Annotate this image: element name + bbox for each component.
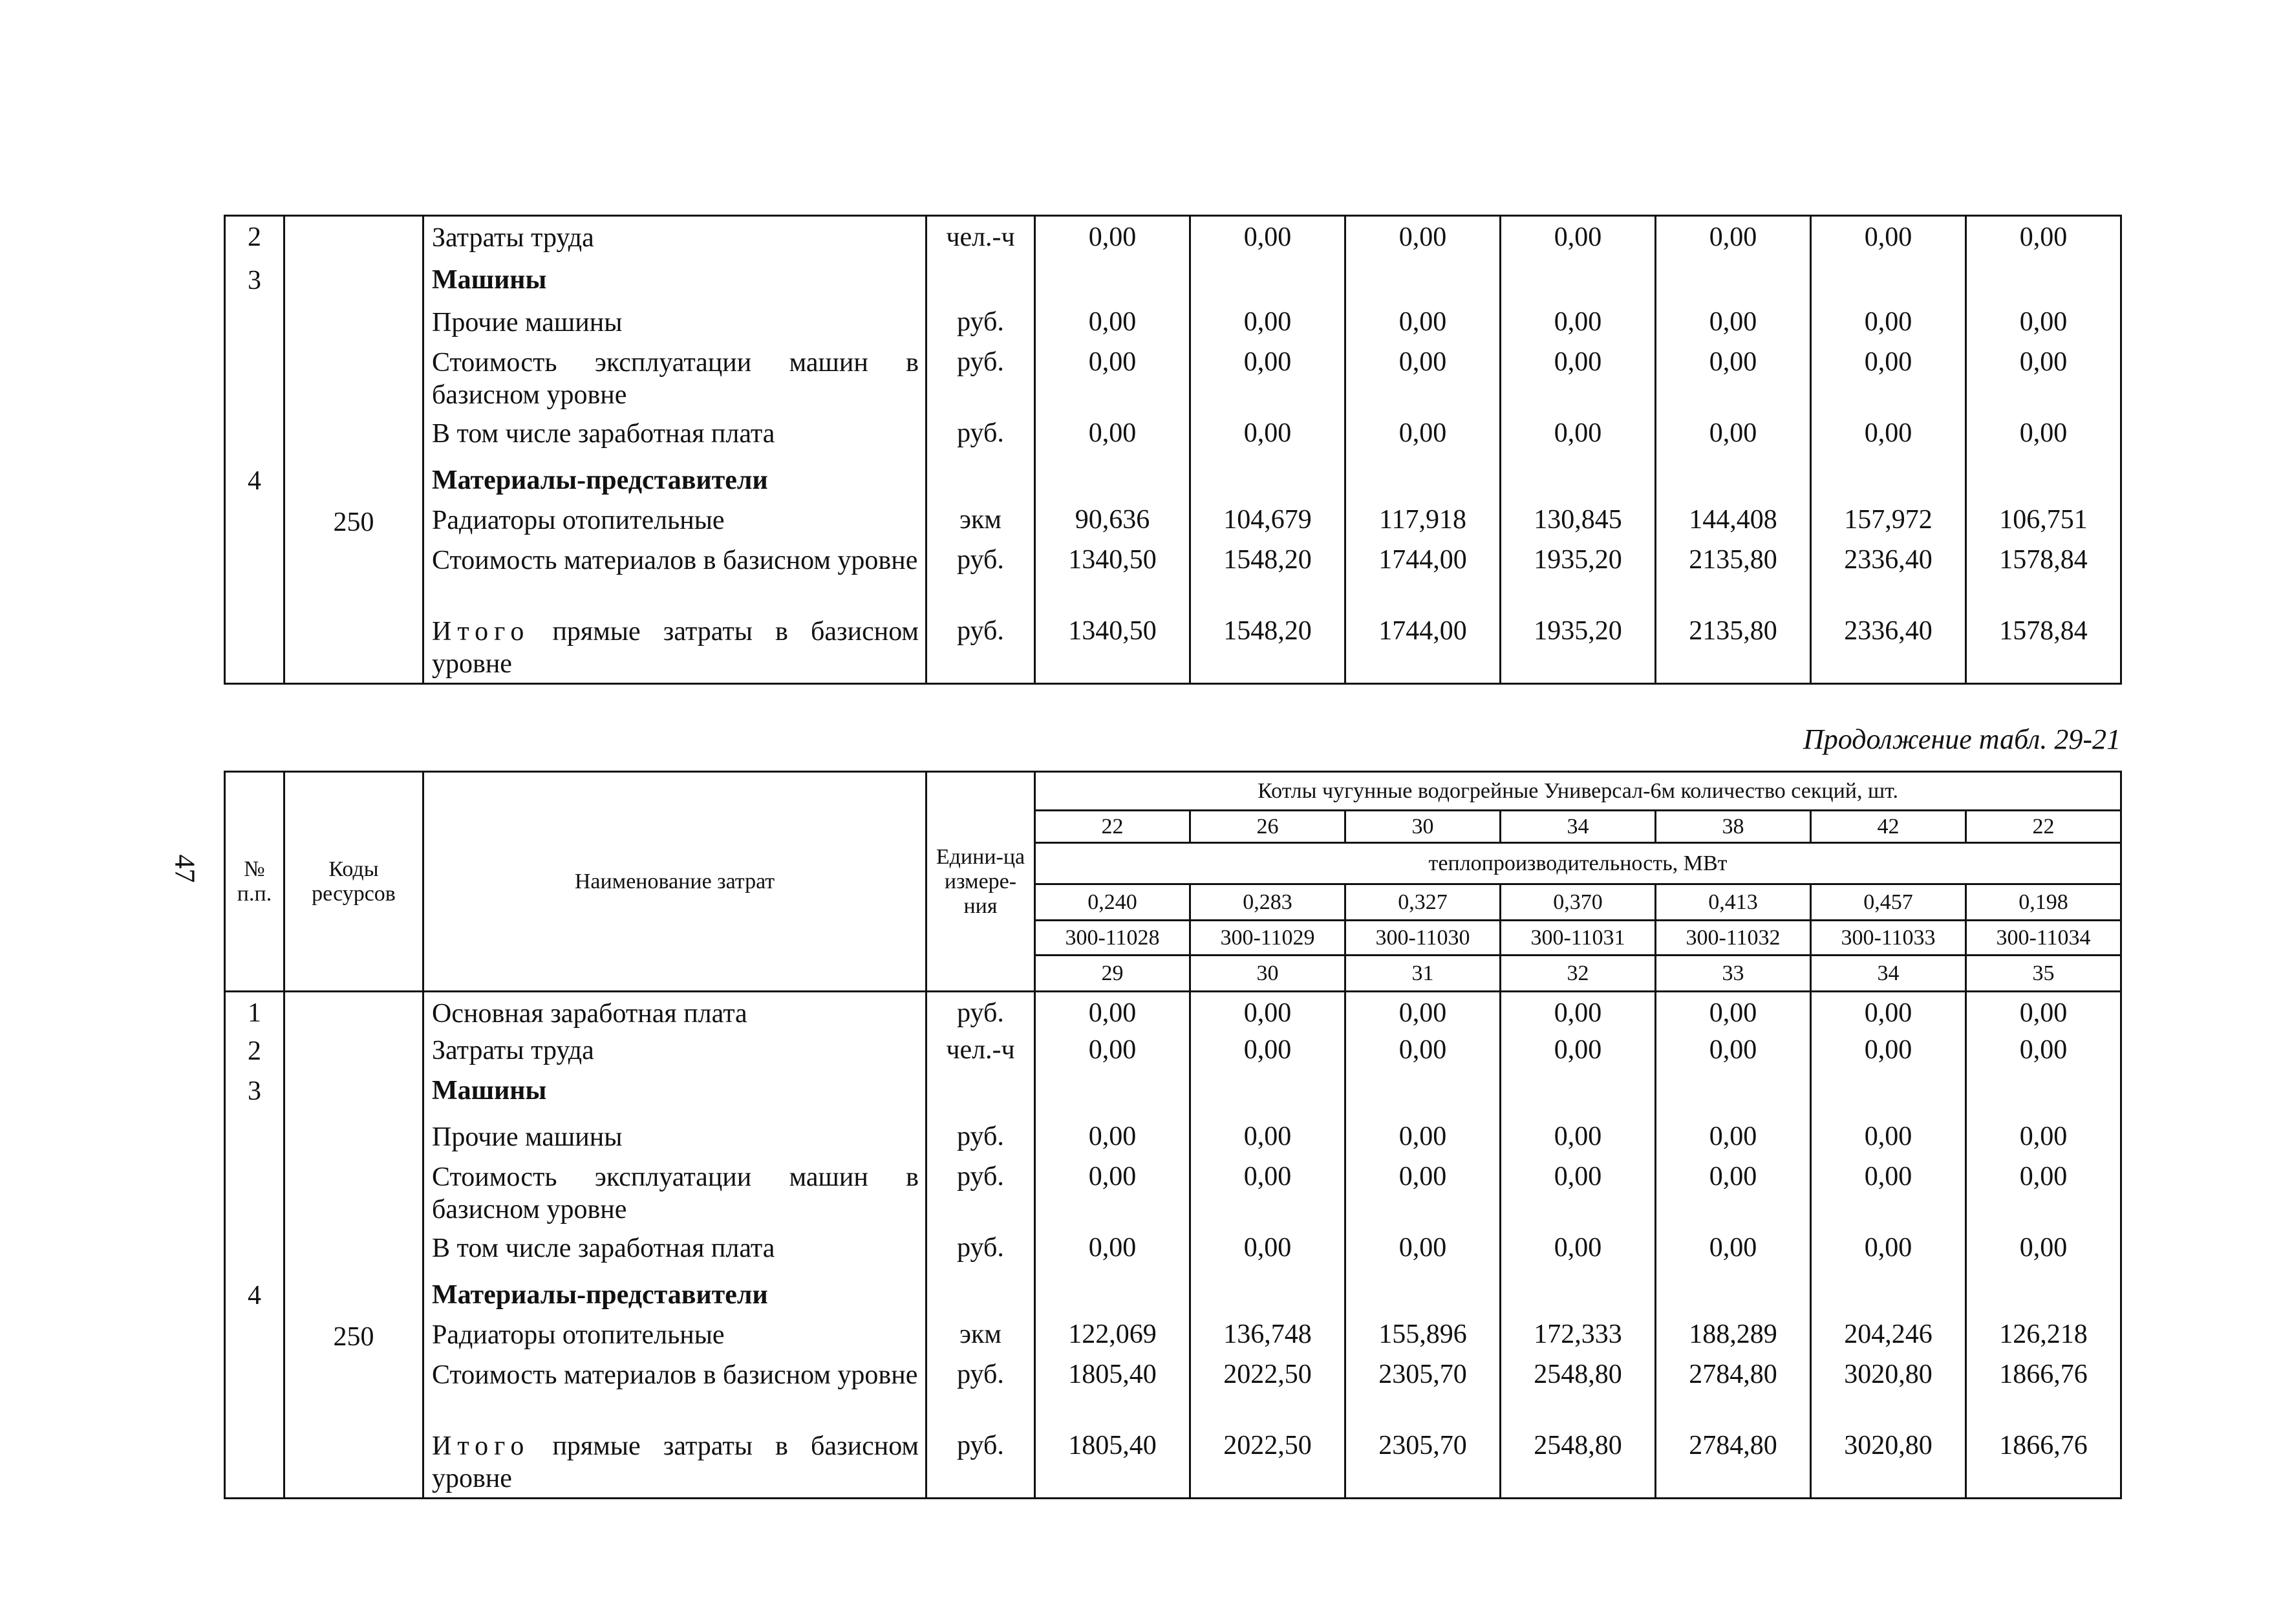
value-cell: 0,00 [1656, 1118, 1811, 1159]
value-cell: 0,00 [1501, 1230, 1656, 1276]
value-cell: 2548,80 [1501, 1427, 1656, 1499]
table-row [225, 261, 2121, 304]
unit-of-measure: чел.-ч [926, 1032, 1035, 1072]
value-cell [1811, 462, 1966, 502]
header-capacity: 0,327 [1345, 884, 1501, 921]
row-number [225, 502, 284, 542]
cost-name: Материалы-представители [423, 462, 926, 502]
value-cell: 0,00 [1966, 1032, 2121, 1072]
value-cell [1811, 1276, 1966, 1316]
value-cell: 0,00 [1345, 1230, 1501, 1276]
resource-code [284, 542, 423, 613]
resource-code [284, 1032, 423, 1072]
row-number [225, 542, 284, 613]
value-cell: 1744,00 [1345, 613, 1501, 684]
value-cell [1656, 1276, 1811, 1316]
value-cell: 0,00 [1190, 1230, 1345, 1276]
row-number [225, 1159, 284, 1230]
unit-of-measure: руб. [926, 992, 1035, 1032]
value-cell [1345, 261, 1501, 304]
value-cell: 0,00 [1811, 992, 1966, 1032]
header-capacity-label: теплопроизводительность, МВт [1035, 843, 2121, 884]
row-number [225, 613, 284, 684]
cost-name: Затраты труда [423, 1032, 926, 1072]
value-cell: 2784,80 [1656, 1427, 1811, 1499]
header-capacity: 0,370 [1501, 884, 1656, 921]
header-column-number: 34 [1811, 956, 1966, 992]
value-cell: 126,218 [1966, 1316, 2121, 1356]
table-row [225, 415, 2121, 462]
table-row [225, 613, 2121, 684]
row-number: 4 [225, 1276, 284, 1316]
header-sections: 42 [1811, 811, 1966, 843]
header-name: Наименование затрат [423, 772, 926, 992]
resource-code [284, 613, 423, 684]
unit-of-measure: руб. [926, 613, 1035, 684]
value-cell: 104,679 [1190, 502, 1345, 542]
unit-of-measure: руб. [926, 304, 1035, 344]
value-cell [1966, 1072, 2121, 1118]
header-capacity: 0,413 [1656, 884, 1811, 921]
value-cell: 0,00 [1966, 992, 2121, 1032]
value-cell: 2022,50 [1190, 1356, 1345, 1427]
value-cell: 1866,76 [1966, 1356, 2121, 1427]
header-codes: Коды ресурсов [284, 772, 423, 992]
unit-of-measure: руб. [926, 1356, 1035, 1427]
header-column-number: 30 [1190, 956, 1345, 992]
cost-name: Итого прямые затраты в базисном уровне [423, 1427, 926, 1499]
value-cell [1345, 1276, 1501, 1316]
header-resource-code: 300-11032 [1656, 921, 1811, 956]
value-cell: 90,636 [1035, 502, 1190, 542]
value-cell: 1744,00 [1345, 542, 1501, 613]
table-row [225, 502, 2121, 542]
value-cell: 0,00 [1345, 415, 1501, 462]
value-cell: 0,00 [1656, 344, 1811, 415]
row-number: 1 [225, 992, 284, 1032]
value-cell: 0,00 [1811, 216, 1966, 261]
resource-code [284, 304, 423, 344]
header-sections: 34 [1501, 811, 1656, 843]
cost-name: Затраты труда [423, 216, 926, 261]
cost-name: Стоимость материалов в базисном уровне [423, 542, 926, 613]
value-cell: 0,00 [1656, 216, 1811, 261]
value-cell: 188,289 [1656, 1316, 1811, 1356]
header-column-number: 31 [1345, 956, 1501, 992]
page-number: 47 [169, 854, 201, 883]
value-cell [1811, 1072, 1966, 1118]
value-cell [1035, 261, 1190, 304]
header-group-title: Котлы чугунные водогрейные Универсал-6м количество секций, шт. [1035, 772, 2121, 811]
resource-code [284, 992, 423, 1032]
header-sections: 22 [1966, 811, 2121, 843]
header-sections: 30 [1345, 811, 1501, 843]
value-cell [1501, 462, 1656, 502]
value-cell: 0,00 [1966, 1159, 2121, 1230]
value-cell: 0,00 [1035, 344, 1190, 415]
value-cell: 0,00 [1501, 1118, 1656, 1159]
value-cell: 3020,80 [1811, 1356, 1966, 1427]
unit-of-measure: руб. [926, 1427, 1035, 1499]
cost-name: Стоимость эксплуатации машин в базисном уровне [423, 344, 926, 415]
value-cell: 155,896 [1345, 1316, 1501, 1356]
value-cell: 106,751 [1966, 502, 2121, 542]
value-cell: 1866,76 [1966, 1427, 2121, 1499]
value-cell: 204,246 [1811, 1316, 1966, 1356]
unit-of-measure [926, 1276, 1035, 1316]
value-cell: 2336,40 [1811, 613, 1966, 684]
value-cell: 0,00 [1811, 304, 1966, 344]
resource-code [284, 1159, 423, 1230]
value-cell: 1805,40 [1035, 1427, 1190, 1499]
value-cell: 0,00 [1966, 1118, 2121, 1159]
header-num: № п.п. [225, 772, 284, 992]
value-cell: 0,00 [1656, 304, 1811, 344]
row-number: 3 [225, 1072, 284, 1118]
row-number: 3 [225, 261, 284, 304]
header-sections: 38 [1656, 811, 1811, 843]
value-cell: 0,00 [1656, 1032, 1811, 1072]
cost-name: В том числе заработная плата [423, 1230, 926, 1276]
value-cell: 0,00 [1190, 1032, 1345, 1072]
table-row [225, 1316, 2121, 1356]
unit-of-measure: руб. [926, 542, 1035, 613]
unit-of-measure: руб. [926, 344, 1035, 415]
header-column-number: 33 [1656, 956, 1811, 992]
value-cell: 0,00 [1345, 1118, 1501, 1159]
value-cell [1656, 462, 1811, 502]
value-cell: 1805,40 [1035, 1356, 1190, 1427]
header-resource-code: 300-11028 [1035, 921, 1190, 956]
row-number [225, 1427, 284, 1499]
value-cell: 0,00 [1190, 216, 1345, 261]
table-row [225, 1159, 2121, 1230]
value-cell: 0,00 [1345, 992, 1501, 1032]
resource-code: 250 [284, 1316, 423, 1356]
unit-of-measure: руб. [926, 1118, 1035, 1159]
value-cell: 1548,20 [1190, 613, 1345, 684]
row-number [225, 1356, 284, 1427]
value-cell [1966, 261, 2121, 304]
table-row [225, 216, 2121, 261]
row-number: 2 [225, 216, 284, 261]
header-column-number: 29 [1035, 956, 1190, 992]
value-cell [1811, 261, 1966, 304]
value-cell: 0,00 [1190, 304, 1345, 344]
resource-code [284, 1230, 423, 1276]
cost-table-top [224, 215, 2122, 685]
header-sections: 26 [1190, 811, 1345, 843]
header-resource-code: 300-11034 [1966, 921, 2121, 956]
header-column-number: 35 [1966, 956, 2121, 992]
value-cell: 2022,50 [1190, 1427, 1345, 1499]
row-number [225, 304, 284, 344]
value-cell [1966, 462, 2121, 502]
unit-of-measure: экм [926, 502, 1035, 542]
value-cell [1966, 1276, 2121, 1316]
unit-of-measure [926, 261, 1035, 304]
table-row [225, 344, 2121, 415]
value-cell: 2135,80 [1656, 542, 1811, 613]
value-cell [1035, 462, 1190, 502]
value-cell [1501, 1276, 1656, 1316]
table-row [225, 1072, 2121, 1118]
value-cell: 0,00 [1190, 415, 1345, 462]
value-cell: 0,00 [1035, 1032, 1190, 1072]
row-number [225, 1118, 284, 1159]
value-cell: 136,748 [1190, 1316, 1345, 1356]
value-cell: 0,00 [1811, 1159, 1966, 1230]
cost-name: Основная заработная плата [423, 992, 926, 1032]
value-cell: 1340,50 [1035, 542, 1190, 613]
row-number: 2 [225, 1032, 284, 1072]
table-row [225, 1032, 2121, 1072]
value-cell [1035, 1072, 1190, 1118]
value-cell: 0,00 [1035, 216, 1190, 261]
header-capacity: 0,240 [1035, 884, 1190, 921]
value-cell: 130,845 [1501, 502, 1656, 542]
value-cell: 0,00 [1190, 1118, 1345, 1159]
value-cell: 2305,70 [1345, 1427, 1501, 1499]
value-cell [1035, 1276, 1190, 1316]
value-cell: 0,00 [1345, 1032, 1501, 1072]
cost-name: Прочие машины [423, 1118, 926, 1159]
resource-code [284, 344, 423, 415]
cost-name: Радиаторы отопительные [423, 1316, 926, 1356]
value-cell: 0,00 [1501, 216, 1656, 261]
row-number [225, 1316, 284, 1356]
value-cell: 1578,84 [1966, 542, 2121, 613]
value-cell [1656, 1072, 1811, 1118]
header-resource-code: 300-11029 [1190, 921, 1345, 956]
unit-of-measure: руб. [926, 1159, 1035, 1230]
value-cell: 0,00 [1345, 344, 1501, 415]
cost-name: Итого прямые затраты в базисном уровне [423, 613, 926, 684]
table-row [225, 462, 2121, 502]
value-cell: 0,00 [1811, 415, 1966, 462]
cost-name: Машины [423, 1072, 926, 1118]
cost-name: В том числе заработная плата [423, 415, 926, 462]
value-cell: 0,00 [1035, 304, 1190, 344]
resource-code [284, 462, 423, 502]
header-capacity: 0,198 [1966, 884, 2121, 921]
value-cell [1190, 462, 1345, 502]
value-cell [1190, 1276, 1345, 1316]
header-sections: 22 [1035, 811, 1190, 843]
unit-of-measure [926, 1072, 1035, 1118]
value-cell: 0,00 [1966, 344, 2121, 415]
cost-name: Прочие машины [423, 304, 926, 344]
value-cell [1656, 261, 1811, 304]
cost-name-spaced: Итого [432, 616, 530, 646]
value-cell: 0,00 [1656, 1230, 1811, 1276]
value-cell: 1578,84 [1966, 613, 2121, 684]
header-capacity: 0,283 [1190, 884, 1345, 921]
cost-name: Стоимость эксплуатации машин в базисном уровне [423, 1159, 926, 1230]
unit-of-measure: руб. [926, 1230, 1035, 1276]
resource-code [284, 1427, 423, 1499]
value-cell [1501, 261, 1656, 304]
table-row [225, 992, 2121, 1032]
value-cell: 0,00 [1345, 216, 1501, 261]
table-row [225, 304, 2121, 344]
cost-name: Радиаторы отопительные [423, 502, 926, 542]
value-cell: 0,00 [1811, 1118, 1966, 1159]
value-cell: 2336,40 [1811, 542, 1966, 613]
header-resource-code: 300-11031 [1501, 921, 1656, 956]
value-cell: 0,00 [1811, 1032, 1966, 1072]
resource-code [284, 1072, 423, 1118]
table-row [225, 1427, 2121, 1499]
table-body [225, 216, 2121, 684]
value-cell: 0,00 [1656, 1159, 1811, 1230]
value-cell: 2305,70 [1345, 1356, 1501, 1427]
table-body [225, 992, 2121, 1499]
table-row [225, 1276, 2121, 1316]
value-cell: 144,408 [1656, 502, 1811, 542]
value-cell: 0,00 [1966, 415, 2121, 462]
value-cell: 0,00 [1035, 415, 1190, 462]
value-cell: 0,00 [1345, 1159, 1501, 1230]
row-number [225, 415, 284, 462]
cost-name: Материалы-представители [423, 1276, 926, 1316]
value-cell: 0,00 [1966, 304, 2121, 344]
row-number [225, 344, 284, 415]
value-cell [1345, 462, 1501, 502]
value-cell: 0,00 [1190, 992, 1345, 1032]
header-capacity: 0,457 [1811, 884, 1966, 921]
value-cell [1190, 261, 1345, 304]
header-resource-code: 300-11033 [1811, 921, 1966, 956]
value-cell: 0,00 [1190, 344, 1345, 415]
value-cell: 0,00 [1811, 1230, 1966, 1276]
value-cell [1345, 1072, 1501, 1118]
table-row [225, 1118, 2121, 1159]
value-cell: 122,069 [1035, 1316, 1190, 1356]
unit-of-measure: чел.-ч [926, 216, 1035, 261]
value-cell: 1935,20 [1501, 613, 1656, 684]
value-cell: 2548,80 [1501, 1356, 1656, 1427]
table-caption: Продолжение табл. 29-21 [1803, 723, 2121, 755]
cost-name: Машины [423, 261, 926, 304]
value-cell: 0,00 [1501, 304, 1656, 344]
value-cell: 0,00 [1966, 1230, 2121, 1276]
value-cell: 0,00 [1811, 344, 1966, 415]
header-resource-code: 300-11030 [1345, 921, 1501, 956]
value-cell: 0,00 [1501, 1159, 1656, 1230]
value-cell: 1548,20 [1190, 542, 1345, 613]
value-cell [1501, 1072, 1656, 1118]
value-cell: 2784,80 [1656, 1356, 1811, 1427]
value-cell: 0,00 [1501, 415, 1656, 462]
resource-code [284, 1118, 423, 1159]
value-cell [1190, 1072, 1345, 1118]
unit-of-measure: экм [926, 1316, 1035, 1356]
resource-code [284, 216, 423, 261]
resource-code [284, 1356, 423, 1427]
value-cell: 0,00 [1501, 992, 1656, 1032]
unit-of-measure [926, 462, 1035, 502]
unit-of-measure: руб. [926, 415, 1035, 462]
resource-code [284, 261, 423, 304]
value-cell: 1340,50 [1035, 613, 1190, 684]
value-cell: 157,972 [1811, 502, 1966, 542]
value-cell: 0,00 [1501, 1032, 1656, 1072]
cost-name: Стоимость материалов в базисном уровне [423, 1356, 926, 1427]
value-cell: 0,00 [1345, 304, 1501, 344]
table-header [225, 772, 2121, 992]
value-cell: 0,00 [1035, 1159, 1190, 1230]
value-cell: 0,00 [1190, 1159, 1345, 1230]
table-row [225, 542, 2121, 613]
value-cell: 0,00 [1501, 344, 1656, 415]
value-cell: 0,00 [1035, 1118, 1190, 1159]
value-cell: 0,00 [1656, 992, 1811, 1032]
table-row [225, 1356, 2121, 1427]
header-column-number: 32 [1501, 956, 1656, 992]
resource-code: 250 [284, 502, 423, 542]
value-cell: 3020,80 [1811, 1427, 1966, 1499]
value-cell: 0,00 [1035, 992, 1190, 1032]
row-number [225, 1230, 284, 1276]
value-cell: 172,333 [1501, 1316, 1656, 1356]
value-cell: 0,00 [1035, 1230, 1190, 1276]
value-cell: 117,918 [1345, 502, 1501, 542]
row-number: 4 [225, 462, 284, 502]
value-cell: 2135,80 [1656, 613, 1811, 684]
header-unit: Едини-ца измере-ния [926, 772, 1035, 992]
cost-table-bottom [224, 771, 2122, 1499]
resource-code [284, 1276, 423, 1316]
cost-name-spaced: Итого [432, 1431, 530, 1461]
value-cell: 0,00 [1966, 216, 2121, 261]
value-cell: 1935,20 [1501, 542, 1656, 613]
resource-code [284, 415, 423, 462]
table-row [225, 1230, 2121, 1276]
value-cell: 0,00 [1656, 415, 1811, 462]
